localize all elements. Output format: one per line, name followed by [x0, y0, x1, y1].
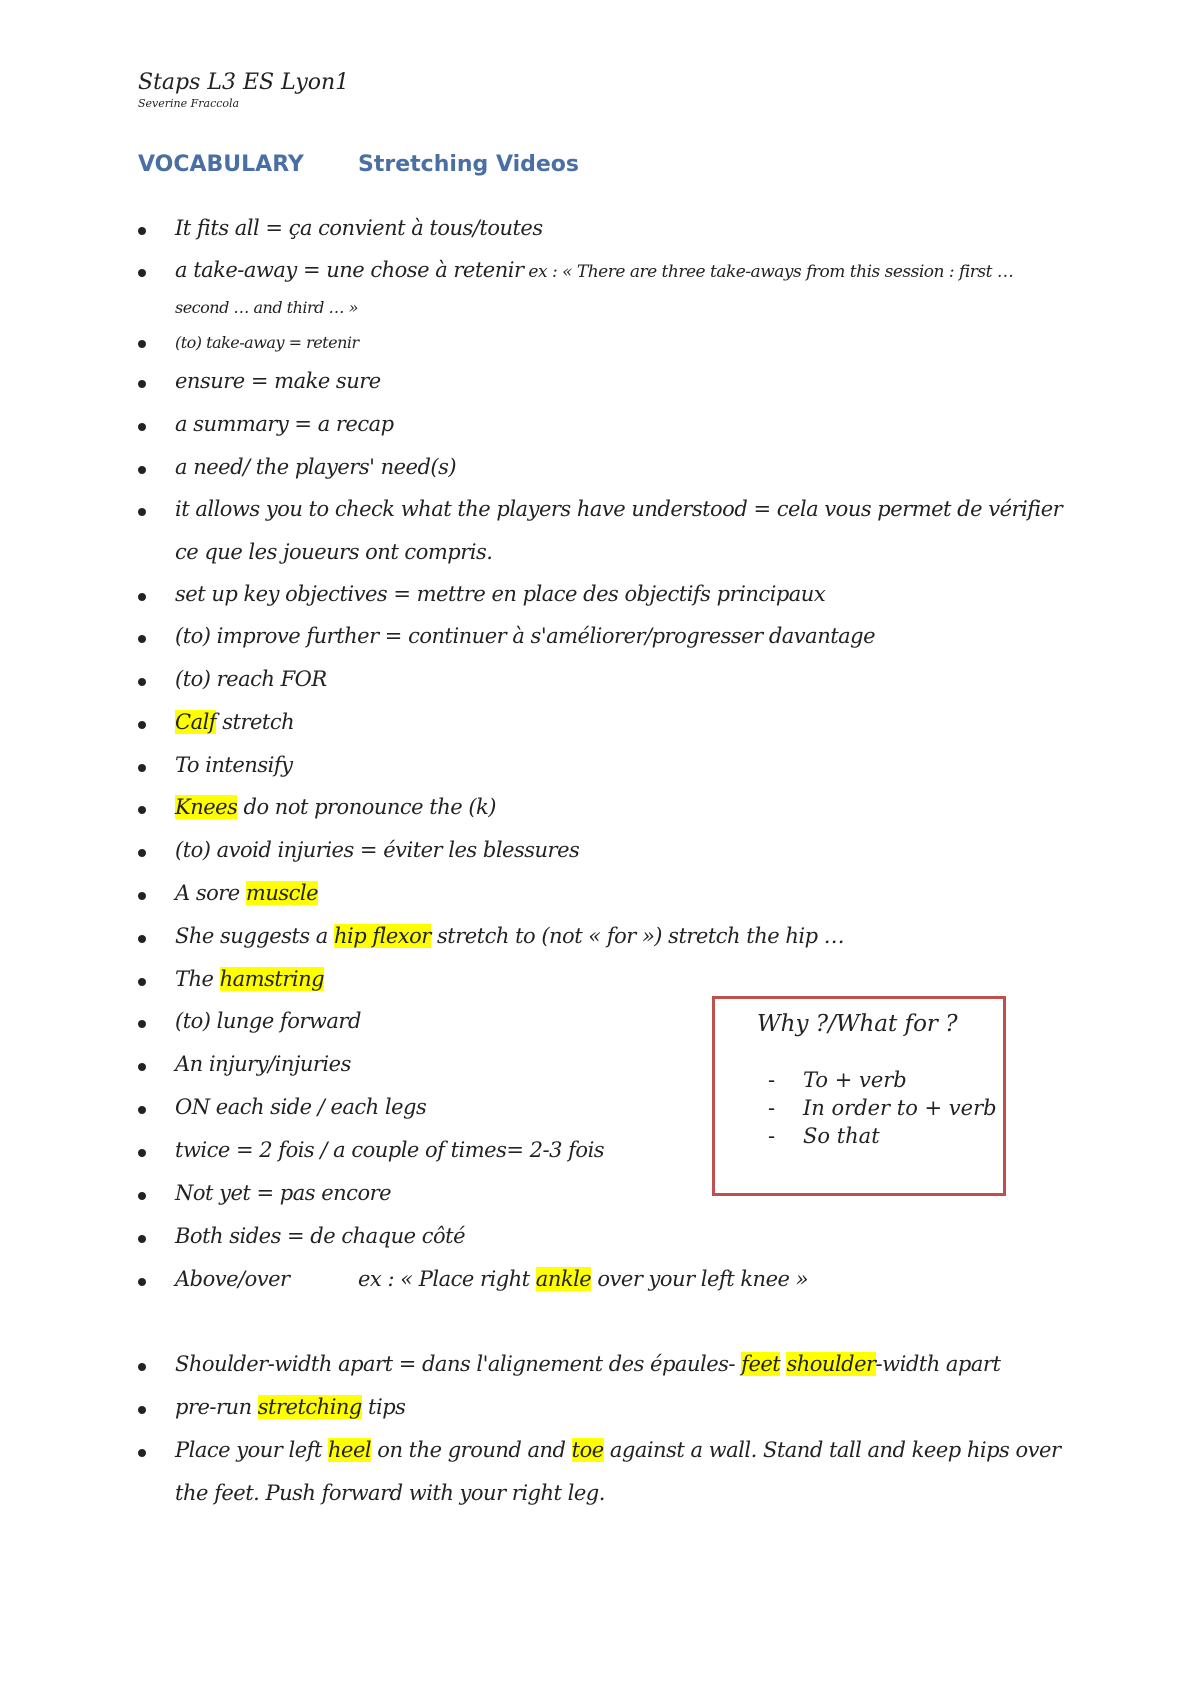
- bullet: [138, 721, 146, 729]
- list-item: [175, 881, 318, 905]
- item-text: -width apart: [875, 1352, 1001, 1376]
- author-name: Severine Fraccola: [138, 97, 240, 110]
- bullet: [138, 935, 146, 943]
- highlighted-word: stretching: [257, 1395, 362, 1419]
- highlighted-word: hamstring: [219, 967, 325, 991]
- bullet: [138, 1192, 146, 1200]
- item-text: against a wall. Stand tall and keep hips over: [603, 1438, 1061, 1462]
- dash: -: [768, 1068, 776, 1092]
- bullet: [138, 849, 146, 857]
- why-what-for-box: [712, 996, 1006, 1196]
- list-item: It fits all = ça convient à tous/toutes: [175, 216, 543, 240]
- list-item: a need/ the players' need(s): [175, 455, 457, 479]
- bullet: [138, 466, 146, 474]
- item-text: tips: [361, 1395, 406, 1419]
- list-item: To intensify: [175, 753, 293, 777]
- highlighted-word: muscle: [245, 881, 319, 905]
- bullet: [138, 269, 146, 277]
- box-line: In order to + verb: [803, 1096, 997, 1120]
- item-example: [358, 1267, 808, 1291]
- item-text: pre-run: [175, 1395, 258, 1419]
- bullet: [138, 1106, 146, 1114]
- list-item: [175, 710, 294, 734]
- bullet: [138, 1363, 146, 1371]
- highlighted-word: feet: [741, 1352, 781, 1376]
- list-item: (to) improve further = continuer à s'améliorer/progresser davantage: [175, 624, 876, 648]
- dash: -: [768, 1124, 776, 1148]
- title-vocabulary: VOCABULARY: [138, 152, 304, 177]
- list-item: [175, 258, 1013, 282]
- bullet: [138, 764, 146, 772]
- highlighted-word: toe: [571, 1438, 604, 1462]
- bullet: [138, 593, 146, 601]
- list-item: [175, 1352, 1000, 1376]
- title-stretching-videos: Stretching Videos: [358, 152, 580, 177]
- list-item: twice = 2 fois / a couple of times= 2-3 fois: [175, 1138, 605, 1162]
- list-item: An injury/injuries: [175, 1052, 351, 1076]
- item-text: stretch to (not « for ») stretch the hip …: [430, 924, 845, 948]
- list-item: [175, 967, 324, 991]
- list-item: ensure = make sure: [175, 369, 381, 393]
- item-text: Shoulder-width apart = dans l'alignement des épaules-: [175, 1352, 742, 1376]
- item-text: do not pronounce the (k): [237, 795, 496, 819]
- box-line: So that: [803, 1124, 880, 1148]
- list-item: [175, 795, 496, 819]
- example-text: over your left knee »: [591, 1267, 808, 1291]
- bullet: [138, 978, 146, 986]
- list-item: set up key objectives = mettre en place des objectifs principaux: [175, 582, 826, 606]
- item-text: Above/over: [175, 1267, 290, 1291]
- list-item: [175, 1395, 405, 1419]
- item-text: stretch: [216, 710, 295, 734]
- bullet: [138, 1278, 146, 1286]
- item-text: A sore: [175, 881, 246, 905]
- bullet: [138, 1020, 146, 1028]
- highlighted-word: shoulder: [786, 1352, 876, 1376]
- list-item: Both sides = de chaque côté: [175, 1224, 465, 1248]
- item-text: on the ground and: [371, 1438, 572, 1462]
- box-line: To + verb: [803, 1068, 907, 1092]
- highlighted-word: ankle: [535, 1267, 592, 1291]
- list-item: [175, 1267, 808, 1291]
- list-item: (to) reach FOR: [175, 667, 327, 691]
- bullet: [138, 423, 146, 431]
- list-item-continuation: the feet. Push forward with your right leg.: [175, 1481, 605, 1505]
- bullet: [138, 806, 146, 814]
- item-example: ex : « There are three take-aways from this session : first …: [523, 262, 1014, 282]
- bullet: [138, 1149, 146, 1157]
- bullet: [138, 635, 146, 643]
- list-item: [175, 1438, 1060, 1462]
- list-item: ON each side / each legs: [175, 1095, 427, 1119]
- list-item-continuation: second … and third … »: [175, 298, 358, 317]
- bullet: [138, 380, 146, 388]
- example-text: ex : « Place right: [358, 1267, 536, 1291]
- bullet: [138, 1406, 146, 1414]
- item-text: The: [175, 967, 220, 991]
- bullet: [138, 1235, 146, 1243]
- highlighted-word: Calf: [175, 710, 217, 734]
- bullet: [138, 678, 146, 686]
- list-item: (to) avoid injuries = éviter les blessures: [175, 838, 580, 862]
- bullet: [138, 340, 146, 348]
- list-item-continuation: ce que les joueurs ont compris.: [175, 540, 493, 564]
- list-item: Not yet = pas encore: [175, 1181, 392, 1205]
- list-item: [175, 924, 844, 948]
- box-title: Why ?/What for ?: [757, 1011, 958, 1037]
- bullet: [138, 1063, 146, 1071]
- item-text: She suggests a: [175, 924, 334, 948]
- highlighted-word: Knees: [175, 795, 238, 819]
- bullet: [138, 508, 146, 516]
- list-item: it allows you to check what the players have understood = cela vous permet de vérifier: [175, 497, 1063, 521]
- bullet: [138, 892, 146, 900]
- list-item: (to) take-away = retenir: [175, 333, 359, 352]
- highlighted-word: hip flexor: [334, 924, 431, 948]
- item-text: Place your left: [175, 1438, 329, 1462]
- bullet: [138, 1449, 146, 1457]
- bullet: [138, 227, 146, 235]
- list-item: a summary = a recap: [175, 412, 394, 436]
- highlighted-word: heel: [328, 1438, 372, 1462]
- list-item: (to) lunge forward: [175, 1009, 361, 1033]
- course-name: Staps L3 ES Lyon1: [138, 70, 350, 95]
- item-text: a take-away = une chose à retenir: [175, 258, 524, 282]
- dash: -: [768, 1096, 776, 1120]
